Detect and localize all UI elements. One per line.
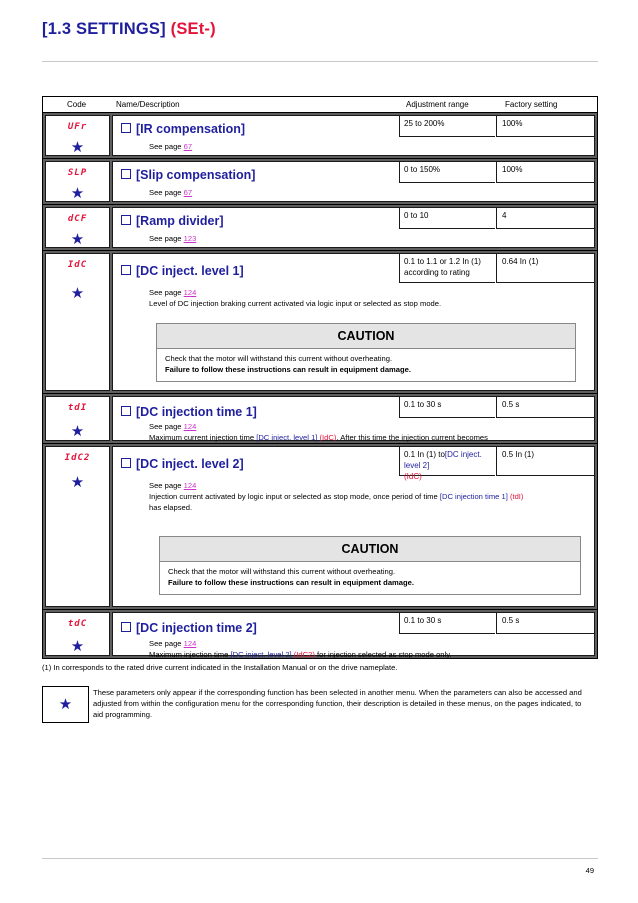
param-desc-cell <box>112 253 595 391</box>
page-title: [1.3 SETTINGS] (SEt-) <box>42 20 216 38</box>
table-row <box>43 113 597 158</box>
param-code-cell <box>45 253 110 391</box>
table-row <box>43 204 597 250</box>
caution-box <box>159 536 581 595</box>
menu-code: (SEt-) <box>170 20 216 38</box>
param-range: 0.1 to 1.1 or 1.2 In (1) according to rating <box>399 253 495 283</box>
table-row <box>43 158 597 204</box>
param-desc-cell <box>112 446 595 607</box>
param-code: IdC2 <box>64 453 91 463</box>
param-desc-cell <box>112 612 595 659</box>
star-icon: ★ <box>70 474 85 491</box>
param-body: See page 124 Injection current activated by logic input or selected as stop mode, once period of time [DC injection time 1] (tdI) has elapsed. <box>149 481 524 512</box>
param-body: See page 123 <box>149 234 197 243</box>
caution-title: CAUTION <box>157 324 575 349</box>
param-body: See page 124 Maximum injection time [DC inject. level 2] (IdC2) for injection selected as stop mode only. <box>149 639 452 659</box>
param-range: 0 to 150% <box>399 161 495 183</box>
param-range: 0.1 to 30 s <box>399 396 495 418</box>
param-code-cell <box>45 207 110 248</box>
param-factory: 0.5 In (1) <box>496 446 595 476</box>
star-icon: ★ <box>70 185 85 202</box>
param-desc-cell <box>112 161 595 202</box>
param-code-cell <box>45 612 110 656</box>
col-name: Name/Description <box>116 100 180 109</box>
page-link[interactable]: 67 <box>183 142 193 151</box>
page-link[interactable]: 124 <box>183 481 197 490</box>
star-icon: ★ <box>70 231 85 248</box>
page-link[interactable]: 124 <box>183 639 197 648</box>
param-body: See page 124 Maximum current injection time [DC inject. level 1] (IdC). After this time the injection current becomes <box>149 422 488 442</box>
param-range: 0.1 to 30 s <box>399 612 495 634</box>
param-desc-cell <box>112 207 595 248</box>
param-code-cell <box>45 161 110 202</box>
caution-text: Check that the motor will withstand this current without overheating. Failure to follow these instructions can result in equipment damage. <box>168 567 414 587</box>
param-code: IdC <box>67 260 88 270</box>
param-factory: 0.5 s <box>496 612 595 634</box>
param-code: UFr <box>67 122 88 132</box>
param-name: [IR compensation] <box>121 122 245 136</box>
param-code-cell <box>45 115 110 156</box>
table-row <box>43 393 597 443</box>
table-row <box>43 609 597 658</box>
table-row <box>43 443 597 609</box>
page-number: 49 <box>585 866 594 875</box>
param-name: [DC inject. level 2] <box>121 457 244 471</box>
param-body: See page 124 Level of DC injection braking current activated via logic input or selected as stop mode. <box>149 288 442 308</box>
footnote: (1) In corresponds to the rated drive current indicated in the Installation Manual or on the drive nameplate. <box>42 663 398 672</box>
param-name: [DC inject. level 1] <box>121 264 244 278</box>
param-code-cell <box>45 396 110 441</box>
page-link[interactable]: 67 <box>183 188 193 197</box>
star-icon: ★ <box>70 638 85 655</box>
param-range: 25 to 200% <box>399 115 495 137</box>
table-row <box>43 250 597 393</box>
param-factory: 100% <box>496 115 595 137</box>
param-factory: 100% <box>496 161 595 183</box>
param-name: [DC injection time 2] <box>121 621 257 635</box>
star-icon: ★ <box>70 285 85 302</box>
page-link[interactable]: 123 <box>183 234 197 243</box>
checkbox-icon <box>121 123 131 133</box>
bottom-divider <box>42 858 598 859</box>
top-divider <box>42 61 598 62</box>
param-desc-cell <box>112 115 595 156</box>
param-range: 0.1 In (1) to[DC inject. level 2] (IdC) <box>399 446 495 476</box>
page-link[interactable]: 124 <box>183 422 197 431</box>
legend-text: These parameters only appear if the corresponding function has been selected in another menu. When the parameters can also be accessed and adjusted from within the configuration menu for the corresponding function, their description is detailed in these menus, on the pages indicated, to aid programming. <box>93 688 582 719</box>
param-name: [DC injection time 1] <box>121 405 257 419</box>
param-body: See page 67 <box>149 142 193 151</box>
col-factory: Factory setting <box>505 100 558 109</box>
param-name: [Slip compensation] <box>121 168 255 182</box>
checkbox-icon <box>121 458 131 468</box>
table-header <box>43 97 597 113</box>
col-code: Code <box>67 100 87 109</box>
param-factory: 4 <box>496 207 595 229</box>
star-icon: ★ <box>42 686 89 723</box>
checkbox-icon <box>121 622 131 632</box>
caution-box <box>156 323 576 382</box>
param-factory: 0.5 s <box>496 396 595 418</box>
param-code-cell <box>45 446 110 607</box>
star-icon: ★ <box>70 423 85 440</box>
star-icon: ★ <box>70 139 85 156</box>
param-body: See page 67 <box>149 188 193 197</box>
param-code: tdI <box>67 403 88 413</box>
param-factory: 0.64 In (1) <box>496 253 595 283</box>
param-desc-cell <box>112 396 595 441</box>
checkbox-icon <box>121 406 131 416</box>
caution-title: CAUTION <box>160 537 580 562</box>
settings-table <box>42 96 598 659</box>
param-code: dCF <box>67 214 88 224</box>
param-code: SLP <box>67 168 88 178</box>
checkbox-icon <box>121 265 131 275</box>
col-range: Adjustment range <box>406 100 469 109</box>
page-link[interactable]: 124 <box>183 288 197 297</box>
param-range: 0 to 10 <box>399 207 495 229</box>
checkbox-icon <box>121 215 131 225</box>
param-name: [Ramp divider] <box>121 214 224 228</box>
param-code: tdC <box>67 619 88 629</box>
caution-text: Check that the motor will withstand this current without overheating. Failure to follow these instructions can result in equipment damage. <box>165 354 411 374</box>
checkbox-icon <box>121 169 131 179</box>
